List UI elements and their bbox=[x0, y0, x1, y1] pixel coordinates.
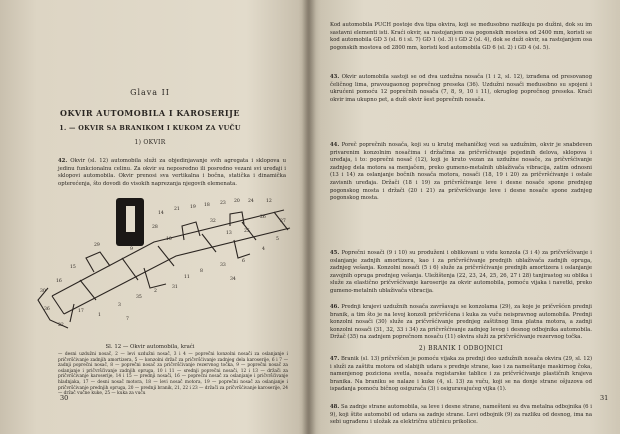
callout-label: 11 bbox=[184, 275, 190, 280]
page-number-left: 30 bbox=[60, 394, 69, 402]
callout-label: 15 bbox=[70, 265, 76, 270]
book-gutter bbox=[302, 0, 316, 434]
callout-label: 21 bbox=[174, 207, 180, 212]
paragraph-48 bbox=[330, 404, 592, 427]
paragraph-text: Okvir (sl. 12) automobila služi za objedinjavanje svih agregata i sklopova u jedinu funkcionalnu celinu. Za okvir su neposredno ili posredno vezani svi uređaji i sklopovi automobila. Okvir prenosi sva vertikalna i bočna, statička i dinamička opterećenja, što dovodi do visokih naprezanja njegovih elemenata. bbox=[58, 158, 287, 187]
paragraph-text: Branik (sl. 13) pričvršćen je pomoću vijaka za prednji deo uzdužnih nosača okvira (29, sl. 12) i služi za zaštitu motora od slabijih udara s prednje strane, kao i za nameštanje maskirnog čoka, namenjenog poziciona svetla, nosača registarske tablice i za pričvršćivanje plastičnih krajeva branika. Na braniku se nalaze i kuke (4, sl. 13) za vuču, koji se na donje strane ošjuzova od ispadanja pomoću bičnog osigurača (3) i osiguravajućeg vijka (1). bbox=[330, 356, 593, 393]
paragraph-intro bbox=[330, 22, 592, 52]
callout-label: 16 bbox=[56, 279, 62, 284]
vehicle-silhouette-icon bbox=[116, 198, 144, 246]
paragraph-text: Poreč poprečnih nosača, koji su u krutoj mehaničkoj vezi sa uzdužnim, okvir je snabdeven privarenim konzolnim nosačima i držačima za pričvršćivanje pojedinih delova, sklopova i uređaja, i to: poprečni nosač (12), koji je kruto vezan za uzdužne nosače, za pričvršćivanje zadnjeg dela motora sa menjačem, preko gumeno-metalnih ublaživača vibracija, zatim odnosni (13 i 14) za oslanjanje bočnih nosača motora, nosači (18, 19 i 20) za pričvršćivanje i ostale zavisnih uređaja. Držači (18 i 19) za pričvršćivanje leve i desne nosače spone prednjeg pogonskog mosta i držači (20 i 21) za pričvršćivanje leve i desne nosače spone zadnjeg pogonskog mosta. bbox=[330, 142, 592, 202]
chapter-title: OKVIR AUTOMOBILA I KAROSERIJE bbox=[60, 108, 240, 118]
paragraph-number: 46. bbox=[330, 304, 340, 310]
callout-label: 5 bbox=[276, 237, 279, 242]
callout-label: 36 bbox=[44, 307, 50, 312]
callout-label: 35 bbox=[136, 295, 142, 300]
callout-label: 25 bbox=[244, 229, 250, 234]
chapter-label: Glava II bbox=[130, 88, 170, 97]
callout-label: 12 bbox=[266, 199, 272, 204]
paragraph-45 bbox=[330, 250, 592, 296]
paragraph-number: 45. bbox=[330, 250, 340, 256]
page-number-right: 31 bbox=[600, 394, 609, 402]
callout-label: 32 bbox=[210, 219, 216, 224]
paragraph-46 bbox=[330, 304, 592, 342]
callout-label: 2 bbox=[154, 289, 157, 294]
callout-label: 4 bbox=[262, 247, 265, 252]
callout-label: 26 bbox=[260, 215, 266, 220]
callout-label: 14 bbox=[158, 211, 164, 216]
callout-label: 20 bbox=[234, 199, 240, 204]
paragraph-43 bbox=[330, 74, 592, 104]
subsection-title: 1) OKVIR bbox=[134, 139, 166, 146]
section-title: 1. — OKVIR SA BRANIKOM I KUKOM ZA VUČU bbox=[59, 124, 241, 132]
paragraph-number: 43. bbox=[330, 74, 340, 80]
figure-caption: Sl. 12 — Okvir automobila, kraći bbox=[105, 344, 195, 350]
paragraph-text: Prednji krajevi uzdužnih nosača završavaju se konzolama (29), za koje je pričvršćen prednji branik, a tim što je na levoj konzoli pričvršćena i kuka za vuču neispravnog automobila. Prednji konzolni nosači (30) služe za pričvršćivanje prednjeg zaštitnog lima platna motora, a zadnji konzolni nosači (31, 32, 33 i 34) za pričvršćivanje zadnjeg levog i desnog odbojnika automobila. Držač (35) na zadnjem poprečnom nosaču (11) okvira služi za pričvršćivanje rezervnog točka. bbox=[330, 304, 592, 341]
callout-label: 17 bbox=[78, 309, 84, 314]
paragraph-47 bbox=[330, 356, 592, 394]
paragraph-text: Sa zadnje strane automobila, sa leve i desne strane, namešteni su dva metalna odbojnika (6 i 9), koji štite automobil od udara sa zadnje strane. Levi odbojnik (9) za razliku od desnog, ima na sebi ugrađenu i uložak za električnu utičnicu prikolice. bbox=[330, 404, 592, 426]
right-page bbox=[308, 0, 620, 434]
paragraph-number: 42. bbox=[58, 158, 68, 164]
callout-label: 19 bbox=[190, 205, 196, 210]
callout-label: 9 bbox=[130, 247, 133, 252]
paragraph-44 bbox=[330, 142, 592, 203]
callout-label: 8 bbox=[200, 269, 203, 274]
callout-label: 3 bbox=[118, 303, 121, 308]
callout-label: 24 bbox=[248, 199, 254, 204]
section-heading: 2) BRANIK I ODBOJNICI bbox=[418, 345, 504, 352]
callout-label: 6 bbox=[242, 259, 245, 264]
paragraph-text: Okvir automobila sastoji se od dva uzdužna nosača (1 i 2, sl. 12), izrađena od presovanog čeličnog lima, pravougaonog poprečnog preseka (36). Uzdužni nosači međusobno su spojeni i ukrućeni pomoću 12 poprečnih nosača (7, 8, 9, 10 i 11), okruglog poprečnog preseka. Kraći okvir ima ukupno pet, a duži okvir šest poprečnih nosača. bbox=[330, 74, 593, 103]
callout-label: 33 bbox=[220, 263, 226, 268]
chassis-frame-figure bbox=[34, 188, 296, 338]
callout-label: 31 bbox=[172, 285, 178, 290]
callout-label: 29 bbox=[94, 243, 100, 248]
callout-label: 30 bbox=[40, 289, 46, 294]
callout-label: 27 bbox=[280, 219, 286, 224]
callout-label: 13 bbox=[226, 231, 232, 236]
callout-label: 22 bbox=[58, 323, 64, 328]
paragraph-number: 48. bbox=[330, 404, 340, 410]
callout-label: 23 bbox=[220, 201, 226, 206]
paragraph-number: 44. bbox=[330, 142, 340, 148]
callout-label: 18 bbox=[204, 203, 210, 208]
figure-legend: — desni uzdužni nosač, 2 — levi uzdužni nosač, 3 i 4 — poprečni konzolni nosači za oslanjanje i pričvršćivanje zadnjih amortizera, 5 — konzolni držač za pričvršćivanje zadnjeg dela karoserije, 6 i 7 — zadnji poprečni nosač, 8 — poprečni nosač za pričvršćivanje rezervnog točka, 9 — poprečni nosač za oslanjanje i pričvršćivanje zadnjih opruga, 10 i 11 — srednji poprečni nosači, 12 i 13 — držači za pričvršćivanje karoserije, 14 i 15 — prednji nosači, 16 — poprečni nosač za oslanjanje i pričvršćivanje hladnjaka, 17 — desni nosač motora, 18 — levi nosač motora, 19 — poprečni nosač za oslanjanje i pričvršćivanje prednjih opruga, 20 — prednji branik, 21, 22 i 23 — držači za pričvršćivanje karoserije, 24 — držač vučne kuke, 25 — kuka za vuču bbox=[58, 352, 288, 397]
callout-label: 10 bbox=[166, 237, 172, 242]
callout-label: 28 bbox=[152, 225, 158, 230]
paragraph-text: Kod automobila PUCH postoje dva tipa okvira, koji se međusobno razlikuju po dužini, dok su im sastavni elementi isti. Kraći okvir, sa rastojanjem osa pogonskih mostova od 2400 mm, koristi se kod automobila GD 3 (sl. 6 i sl. 7) GD 1 (sl. 3) i GD 2 (sl. 4), dok se duži okvir, sa rastojanjem osa pogonskih mostova od 2800 mm, koristi kod automobila GD 6 (sl. 2) i GD 4 (sl. 5). bbox=[330, 22, 592, 51]
callout-label: 34 bbox=[230, 277, 236, 282]
left-page bbox=[0, 0, 308, 434]
callout-label: 7 bbox=[126, 317, 129, 322]
paragraph-text: Poprečni nosači (9 i 10) su produženi i oblikovani u vidu konzola (3 i 4) za pričvršćivanje i oslanjanje zadnjih amortizera, kao i za pričvršćivanje prednjih ublaživača zadnjih opruga, zadnjeg vešanja. Konzolni nosači (5 i 6) služe za pričvršćivanje prednjih amortizera i oslanjanje zavojnih opruga prednjeg vešanja. Uležištenja (22, 23, 24, 25, 26, 27 i 28) tanjirastog su oblika i služe za elastično pričvršćivanje karoserije za okvir automobila, pomoću vijaka i navetki, preko gumeno-metalnih ublaživača vibracija. bbox=[330, 250, 592, 294]
paragraph-number: 47. bbox=[330, 356, 340, 362]
paragraph-42 bbox=[58, 158, 286, 188]
callout-label: 1 bbox=[98, 313, 101, 318]
